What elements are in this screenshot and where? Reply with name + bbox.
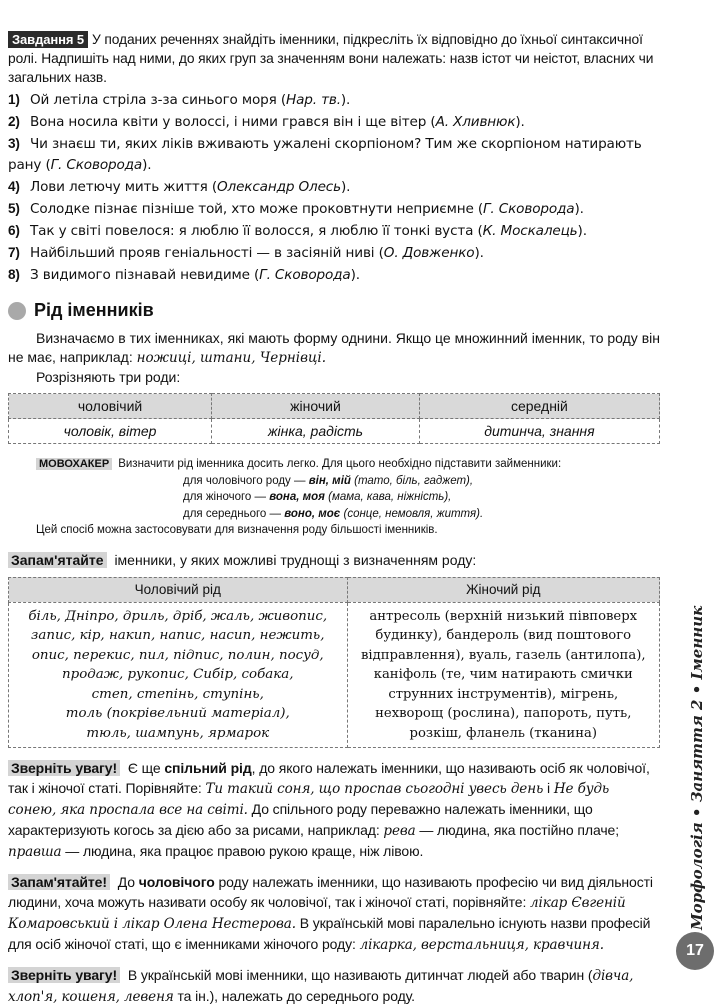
task-text: У поданих реченнях знайдіть іменники, підкресліть їх відповідно до їхньої синтаксичної ролі. Надпишіть над ними, до яких груп за значенням вони належать: назв істот чи неістот, власних чи загальних назв. [8, 32, 654, 85]
hacker-examples: (тато, біль, гаджет), [354, 474, 474, 487]
task-badge: Завдання 5 [8, 31, 88, 48]
sentence-list [8, 89, 660, 286]
hacker-pronouns: він, мій [308, 474, 351, 487]
sentence-source: Нар. тв. [286, 92, 341, 108]
header-neuter: середній [419, 394, 659, 419]
sentence-text: Найбільший прояв геніальності — в засіяній ниві [30, 245, 375, 261]
sentence-source: Г. Сковорода [259, 267, 351, 283]
hacker-line-label: для жіночого — [183, 491, 267, 503]
hacker-outro: Цей спосіб можна застосовувати для визначення роду більшості іменників. [36, 524, 438, 536]
masc-line: біль, Дніпро, дриль, дріб, жаль, живопис, [28, 608, 328, 624]
masc-line: продаж, рукопис, Сибір, собака, [62, 667, 294, 682]
hacker-badge: МОВОХАКЕР [36, 458, 112, 470]
sentence-number: 4) [8, 179, 20, 194]
remember-masculine: Запам'ятайте! До чоловічого роду належать іменники, що називають професію чи вид діяльності людини, хоча можуть називати особу як чоловічої, так і жіночої статі, порівняйте: лікар Євгеній Комаровський і лікар Олена Нестерова. В українській мові паралельно існують назви професій для осіб жіночої статі, що є іменниками жіночого роду: лікарка, верстальниця, кравчиня. [8, 874, 653, 953]
sentence-text: З видимого пізнавай невидиме [30, 267, 250, 283]
sentence-text: Солодке пізнає пізніше той, хто може проковтнути неприємне [30, 201, 474, 217]
remember-text: іменники, у яких можливі труднощі з визначенням роду: [114, 551, 477, 568]
masc-line: опис, перекис, пил, підпис, полин, посуд, [31, 647, 324, 663]
hacker-examples: (сонце, немовля, життя). [343, 507, 484, 520]
sentence-text: Так у світі повелося: я люблю її волосся, я люблю її тонкі вуста [30, 223, 474, 239]
sentence-item: 2) Вона носила квіти у волоссі, і ними грався він і ще вітер (А. Хливнюк). [8, 111, 660, 133]
sentence-item: 8) З видимого пізнавай невидиме (Г. Сковорода). [8, 264, 660, 286]
page-content [8, 30, 660, 1007]
intro-paragraph [8, 329, 660, 368]
attention2-badge: Зверніть увагу! [8, 967, 120, 983]
attention-neuter: Зверніть увагу! В українській мові іменники, що називають дитинчат людей або тварин (дівча, хлоп'я, кошеня, левеня та ін.), належать до середнього роду. [8, 967, 634, 1005]
sentence-number: 2) [8, 114, 20, 129]
remember-badge: Запам'ятайте [8, 552, 107, 568]
hacker-line [8, 489, 660, 506]
remember2-badge: Запам'ятайте! [8, 874, 110, 890]
header-masc-gender: Чоловічий рід [9, 577, 348, 602]
fem-line: струнних інструментів), мігрень, [388, 686, 619, 702]
page-number: 17 [676, 932, 714, 970]
header-feminine: жіночий [212, 394, 420, 419]
hacker-line [8, 473, 660, 490]
bullet-circle-icon [8, 302, 26, 320]
sentence-source: А. Хливнюк [435, 114, 516, 130]
fem-line: нехворощ (рослина), папороть, путь, [375, 706, 632, 721]
cell-masculine: чоловік, вітер [9, 419, 212, 444]
fem-line: каніфоль (те, чим натирають смички [373, 667, 633, 682]
intro-example: ножиці, штани, Чернівці. [136, 350, 326, 366]
sentence-item: 1) Ой летіла стріла з-за синього моря (Нар. тв.). [8, 89, 660, 111]
hacker-line-label: для середнього — [183, 507, 282, 520]
sentence-number: 6) [8, 223, 20, 238]
sentence-item: 7) Найбільший прояв геніальності — в засіяній ниві (О. Довженко). [8, 242, 660, 264]
masc-line: запис, кір, накип, напис, насип, нежить, [31, 628, 325, 643]
masc-line: степ, степінь, ступінь, [91, 686, 264, 702]
sentence-number: 8) [8, 267, 20, 282]
sentence-source: Г. Сковорода [483, 201, 575, 217]
cell-neuter: дитинча, знання [419, 419, 659, 444]
sentence-item: 5) Солодке пізнає пізніше той, хто може проковтнути неприємне (Г. Сковорода). [8, 198, 660, 220]
sentence-text: Вона носила квіти у волоссі, і ними грався він і ще вітер [30, 114, 427, 130]
hacker-examples: (мама, кава, ніжність), [328, 491, 452, 503]
fem-line: будинку), бандероль (вид поштового [375, 628, 632, 643]
cell-feminine: жінка, радість [212, 419, 420, 444]
hacker-tip [8, 456, 660, 539]
sentence-text: Чи знаєш ти, яких ліків вживають ужалені скорпіоном? Тим же скорпіоном натирають рану [8, 136, 642, 173]
hacker-pronouns: вона, моя [269, 491, 325, 503]
sentence-source: К. Москалець [482, 223, 578, 239]
sentence-number: 1) [8, 92, 20, 107]
hacker-intro: Визначити рід іменника досить легко. Для цього необхідно підставити займенники: [118, 458, 562, 470]
sentence-item: 4) Лови летючу мить життя (Олександр Олесь). [8, 176, 660, 198]
masc-line: тюль, шампунь, ярмарок [86, 725, 270, 741]
sentence-source: Олександр Олесь [216, 179, 341, 195]
attention-badge: Зверніть увагу! [8, 760, 120, 776]
sentence-text: Ой летіла стріла з-за синього моря [30, 92, 277, 108]
sentence-number: 7) [8, 245, 20, 260]
section-heading [8, 300, 660, 321]
sentence-source: О. Довженко [383, 245, 475, 261]
intro-text: Визначаємо в тих іменниках, які мають форму однини. Якщо це множинний іменник, то роду він не має, наприклад: [8, 330, 660, 365]
header-fem-gender: Жіночий рід [347, 577, 659, 602]
masc-words [9, 602, 348, 748]
running-header: Морфологія • Заняття 2 • Іменник [688, 605, 706, 930]
sentence-item: 3) Чи знаєш ти, яких ліків вживають ужалені скорпіоном? Тим же скорпіоном натирають рану (Г. Сковорода). [8, 133, 660, 176]
sentence-item: 6) Так у світі повелося: я люблю її волосся, я люблю її тонкі вуста (К. Москалець). [8, 220, 660, 242]
intro-paragraph-2: Розрізняють три роди: [36, 369, 181, 385]
header-masculine: чоловічий [9, 394, 212, 419]
fem-line: відправлення), вуаль, газель (антилопа), [360, 647, 646, 663]
masc-line: толь (покрівельний матеріал), [65, 706, 290, 721]
gender-table [8, 393, 660, 444]
task-header [8, 30, 660, 87]
sentence-number: 3) [8, 136, 20, 151]
attention-common-gender: Зверніть увагу! Є ще спільний рід, до якого належать іменники, що називають осіб як чоловічої, так і жіночої статі. Порівняйте: Ти такий соня, що проспав сьогодні увесь день і Не будь сонею, яка проспала все на світі. До спільного роду переважно належать іменники, що характеризують когось за дією або за рисами, наприклад: рева — людина, яка постійно плаче; правша — людина, яка працює правою рукою краще, ніж лівою. [8, 760, 650, 860]
sentence-number: 5) [8, 201, 20, 216]
fem-words [347, 602, 659, 748]
sentence-text: Лови летючу мить життя [30, 179, 208, 195]
fem-line: розкіш, фланель (тканина) [409, 725, 598, 741]
difficult-gender-table [8, 577, 660, 749]
section-title: Рід іменників [34, 300, 154, 320]
hacker-line-label: для чоловічого роду — [183, 474, 306, 487]
remember-block [8, 551, 660, 570]
fem-line: антресоль (верхній низький півповерх [369, 608, 638, 624]
hacker-pronouns: воно, моє [284, 507, 341, 520]
sentence-source: Г. Сковорода [50, 157, 143, 173]
hacker-line [8, 506, 660, 523]
